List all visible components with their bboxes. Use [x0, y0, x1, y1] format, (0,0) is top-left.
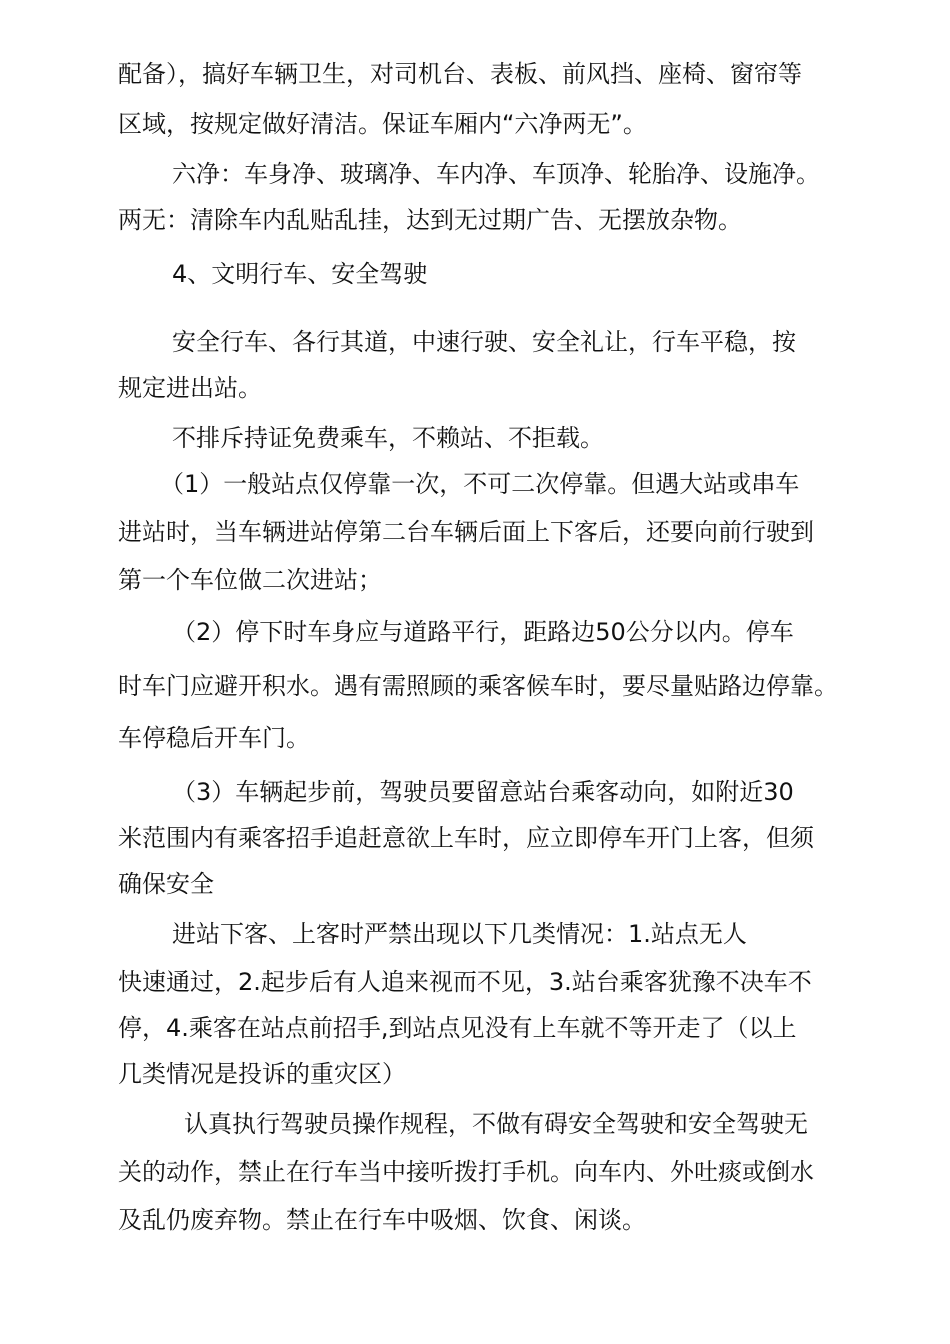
text-line: 及乱仍废弃物。禁止在行车中吸烟、饮食、闲谈。 — [118, 1206, 646, 1234]
text-line: 米范围内有乘客招手追赶意欲上车时，应立即停车开门上客，但须 — [118, 824, 814, 852]
text-line: 车停稳后开车门。 — [118, 724, 310, 752]
section-heading: 4、文明行车、安全驾驶 — [172, 260, 428, 288]
text-line: 配备），搞好车辆卫生，对司机台、表板、前风挡、座椅、窗帘等 — [118, 60, 802, 88]
text-line: 关的动作，禁止在行车当中接听拨打手机。向车内、外吐痰或倒水 — [118, 1158, 814, 1186]
text-line: 认真执行驾驶员操作规程，不做有碍安全驾驶和安全驾驶无 — [184, 1110, 808, 1138]
text-line: 停，4.乘客在站点前招手,到站点见没有上车就不等开走了（以上 — [118, 1014, 797, 1042]
text-line: 规定进出站。 — [118, 374, 262, 402]
text-line: 区域，按规定做好清洁。保证车厢内“六净两无”。 — [118, 110, 647, 138]
text-line: 不排斥持证免费乘车，不赖站、不拒载。 — [172, 424, 604, 452]
text-line: （2）停下时车身应与道路平行，距路边50公分以内。停车 — [172, 618, 794, 646]
text-line: 时车门应避开积水。遇有需照顾的乘客候车时，要尽量贴路边停靠。 — [118, 672, 838, 700]
text-line: 安全行车、各行其道，中速行驶、安全礼让，行车平稳，按 — [172, 328, 796, 356]
text-line: 几类情况是投诉的重灾区） — [118, 1060, 406, 1088]
text-line: 两无：清除车内乱贴乱挂，达到无过期广告、无摆放杂物。 — [118, 206, 742, 234]
text-line: 确保安全 — [118, 870, 214, 898]
text-line: 快速通过，2.起步后有人追来视而不见，3.站台乘客犹豫不决车不 — [118, 968, 812, 996]
text-line: 第一个车位做二次进站； — [118, 566, 382, 594]
text-line: （1）一般站点仅停靠一次，不可二次停靠。但遇大站或串车 — [160, 470, 800, 498]
text-line: 六净：车身净、玻璃净、车内净、车顶净、轮胎净、设施净。 — [172, 160, 820, 188]
text-line: 进站时，当车辆进站停第二台车辆后面上下客后，还要向前行驶到 — [118, 518, 814, 546]
text-line: 进站下客、上客时严禁出现以下几类情况：1.站点无人 — [172, 920, 747, 948]
text-line: （3）车辆起步前，驾驶员要留意站台乘客动向，如附近30 — [172, 778, 794, 806]
